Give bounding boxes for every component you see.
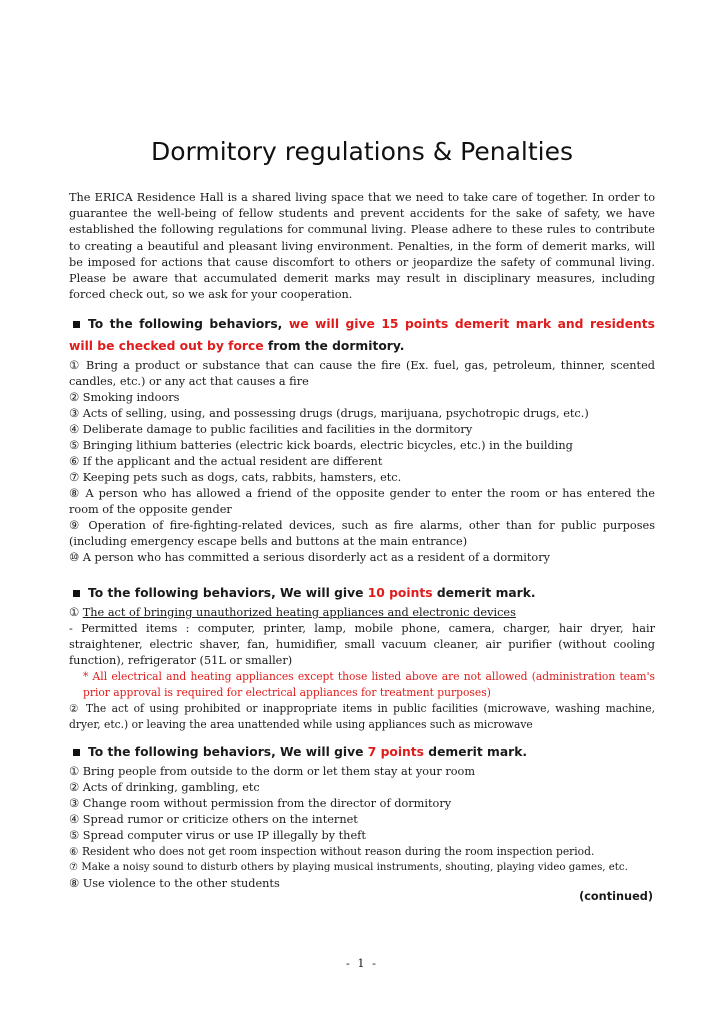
- list-item: ⑧ A person who has allowed a friend of the opposite gender to enter the room or has entered the room of the opposite gender: [69, 487, 655, 516]
- warning-note: * All electrical and heating appliances except those listed above are not allowed (administration team's prior approval is required for electrical appliances for treatment purposes): [83, 669, 655, 699]
- square-bullet-icon: [73, 749, 80, 756]
- section-heading: [69, 583, 655, 605]
- list-item: ⑩ A person who has committed a serious disorderly act as a resident of a dormitory: [69, 551, 551, 564]
- list-item: ① Bring a product or substance that can cause the fire (Ex. fuel, gas, petroleum, thinner, scented candles, etc.) or any act that causes a fire: [69, 359, 655, 388]
- item-text: The act of bringing unauthorized heating appliances and electronic devices: [82, 605, 516, 619]
- heading-text: To the following behaviors,: [88, 317, 283, 331]
- page-number: - 1 -: [345, 957, 378, 970]
- list-item: ④ Deliberate damage to public facilities and facilities in the dormitory: [69, 423, 473, 436]
- square-bullet-icon: [73, 590, 80, 597]
- heading-text: To the following behaviors, We will give: [88, 745, 364, 759]
- list-item: [69, 605, 655, 621]
- list-item: ⑧ Use violence to the other students: [69, 876, 280, 890]
- page-title: Dormitory regulations & Penalties: [150, 137, 574, 166]
- list-item: ④ Spread rumor or criticize others on the internet: [69, 812, 358, 826]
- list-item: ⑥ Resident who does not get room inspection without reason during the room inspection period.: [69, 844, 595, 858]
- section-heading: [69, 314, 655, 357]
- heading-highlight: 10 points: [367, 586, 433, 600]
- heading-highlight: we will give 15 points demerit mark and residents will be checked out by force: [69, 317, 655, 353]
- list-item: ② The act of using prohibited or inappropriate items in public facilities (microwave, washing machine, dryer, etc.) or leaving the area unattended while using appliances such as microwave: [69, 701, 655, 731]
- list-item: ⑤ Bringing lithium batteries (electric kick boards, electric bicycles, etc.) in the building: [69, 439, 573, 452]
- list-item: ⑦ Make a noisy sound to disturb others by playing musical instruments, shouting, playing video games, etc.: [69, 861, 628, 873]
- section-7-points: [69, 742, 655, 892]
- intro-paragraph: The ERICA Residence Hall is a shared living space that we need to take care of together. In order to guarantee the well-being of fellow students and prevent accidents for the sake of safety, we have established the following regulations for communal living. Please adhere to these rules to contribute to creating a beautiful and pleasant living environment. Penalties, in the form of demerit marks, will be imposed for actions that cause discomfort to others or jeopardize the safety of communal living. Please be aware that accumulated demerit marks may result in disciplinary measures, including forced check out, so we ask for your cooperation.: [69, 191, 655, 302]
- square-bullet-icon: [73, 321, 80, 328]
- list-item: ① Bring people from outside to the dorm or let them stay at your room: [69, 764, 476, 778]
- heading-text-end: demerit mark.: [428, 745, 528, 759]
- list-item: ⑤ Spread computer virus or use IP illegally by theft: [69, 828, 366, 842]
- heading-highlight: 7 points: [367, 745, 424, 759]
- section-10-points: [69, 583, 655, 733]
- list-item: ② Acts of drinking, gambling, etc: [69, 780, 260, 794]
- list-item: ② Smoking indoors: [69, 391, 180, 404]
- heading-text: To the following behaviors, We will give: [88, 586, 364, 600]
- section-15-points: [69, 314, 655, 566]
- list-item: ③ Acts of selling, using, and possessing drugs (drugs, marijuana, psychotropic drugs, etc.): [69, 407, 589, 420]
- list-item: ⑥ If the applicant and the actual resident are different: [69, 455, 383, 468]
- heading-text-end: from the dormitory.: [267, 338, 405, 353]
- permitted-items: - Permitted items : computer, printer, lamp, mobile phone, camera, charger, hair dryer, hair straightener, electric shaver, fan, humidifier, small vacuum cleaner, air purifier (without cooling function), refrigerator (51L or smaller): [69, 621, 655, 667]
- item-number: ①: [69, 605, 80, 619]
- list-item: ③ Change room without permission from the director of dormitory: [69, 796, 452, 810]
- list-item: ⑦ Keeping pets such as dogs, cats, rabbits, hamsters, etc.: [69, 471, 402, 484]
- section-heading: [69, 742, 655, 764]
- list-item: ⑨ Operation of fire-fighting-related devices, such as fire alarms, other than for public purposes (including emergency escape bells and buttons at the main entrance): [69, 519, 655, 548]
- heading-text-end: demerit mark.: [436, 586, 536, 600]
- continued-label: (continued): [579, 890, 653, 903]
